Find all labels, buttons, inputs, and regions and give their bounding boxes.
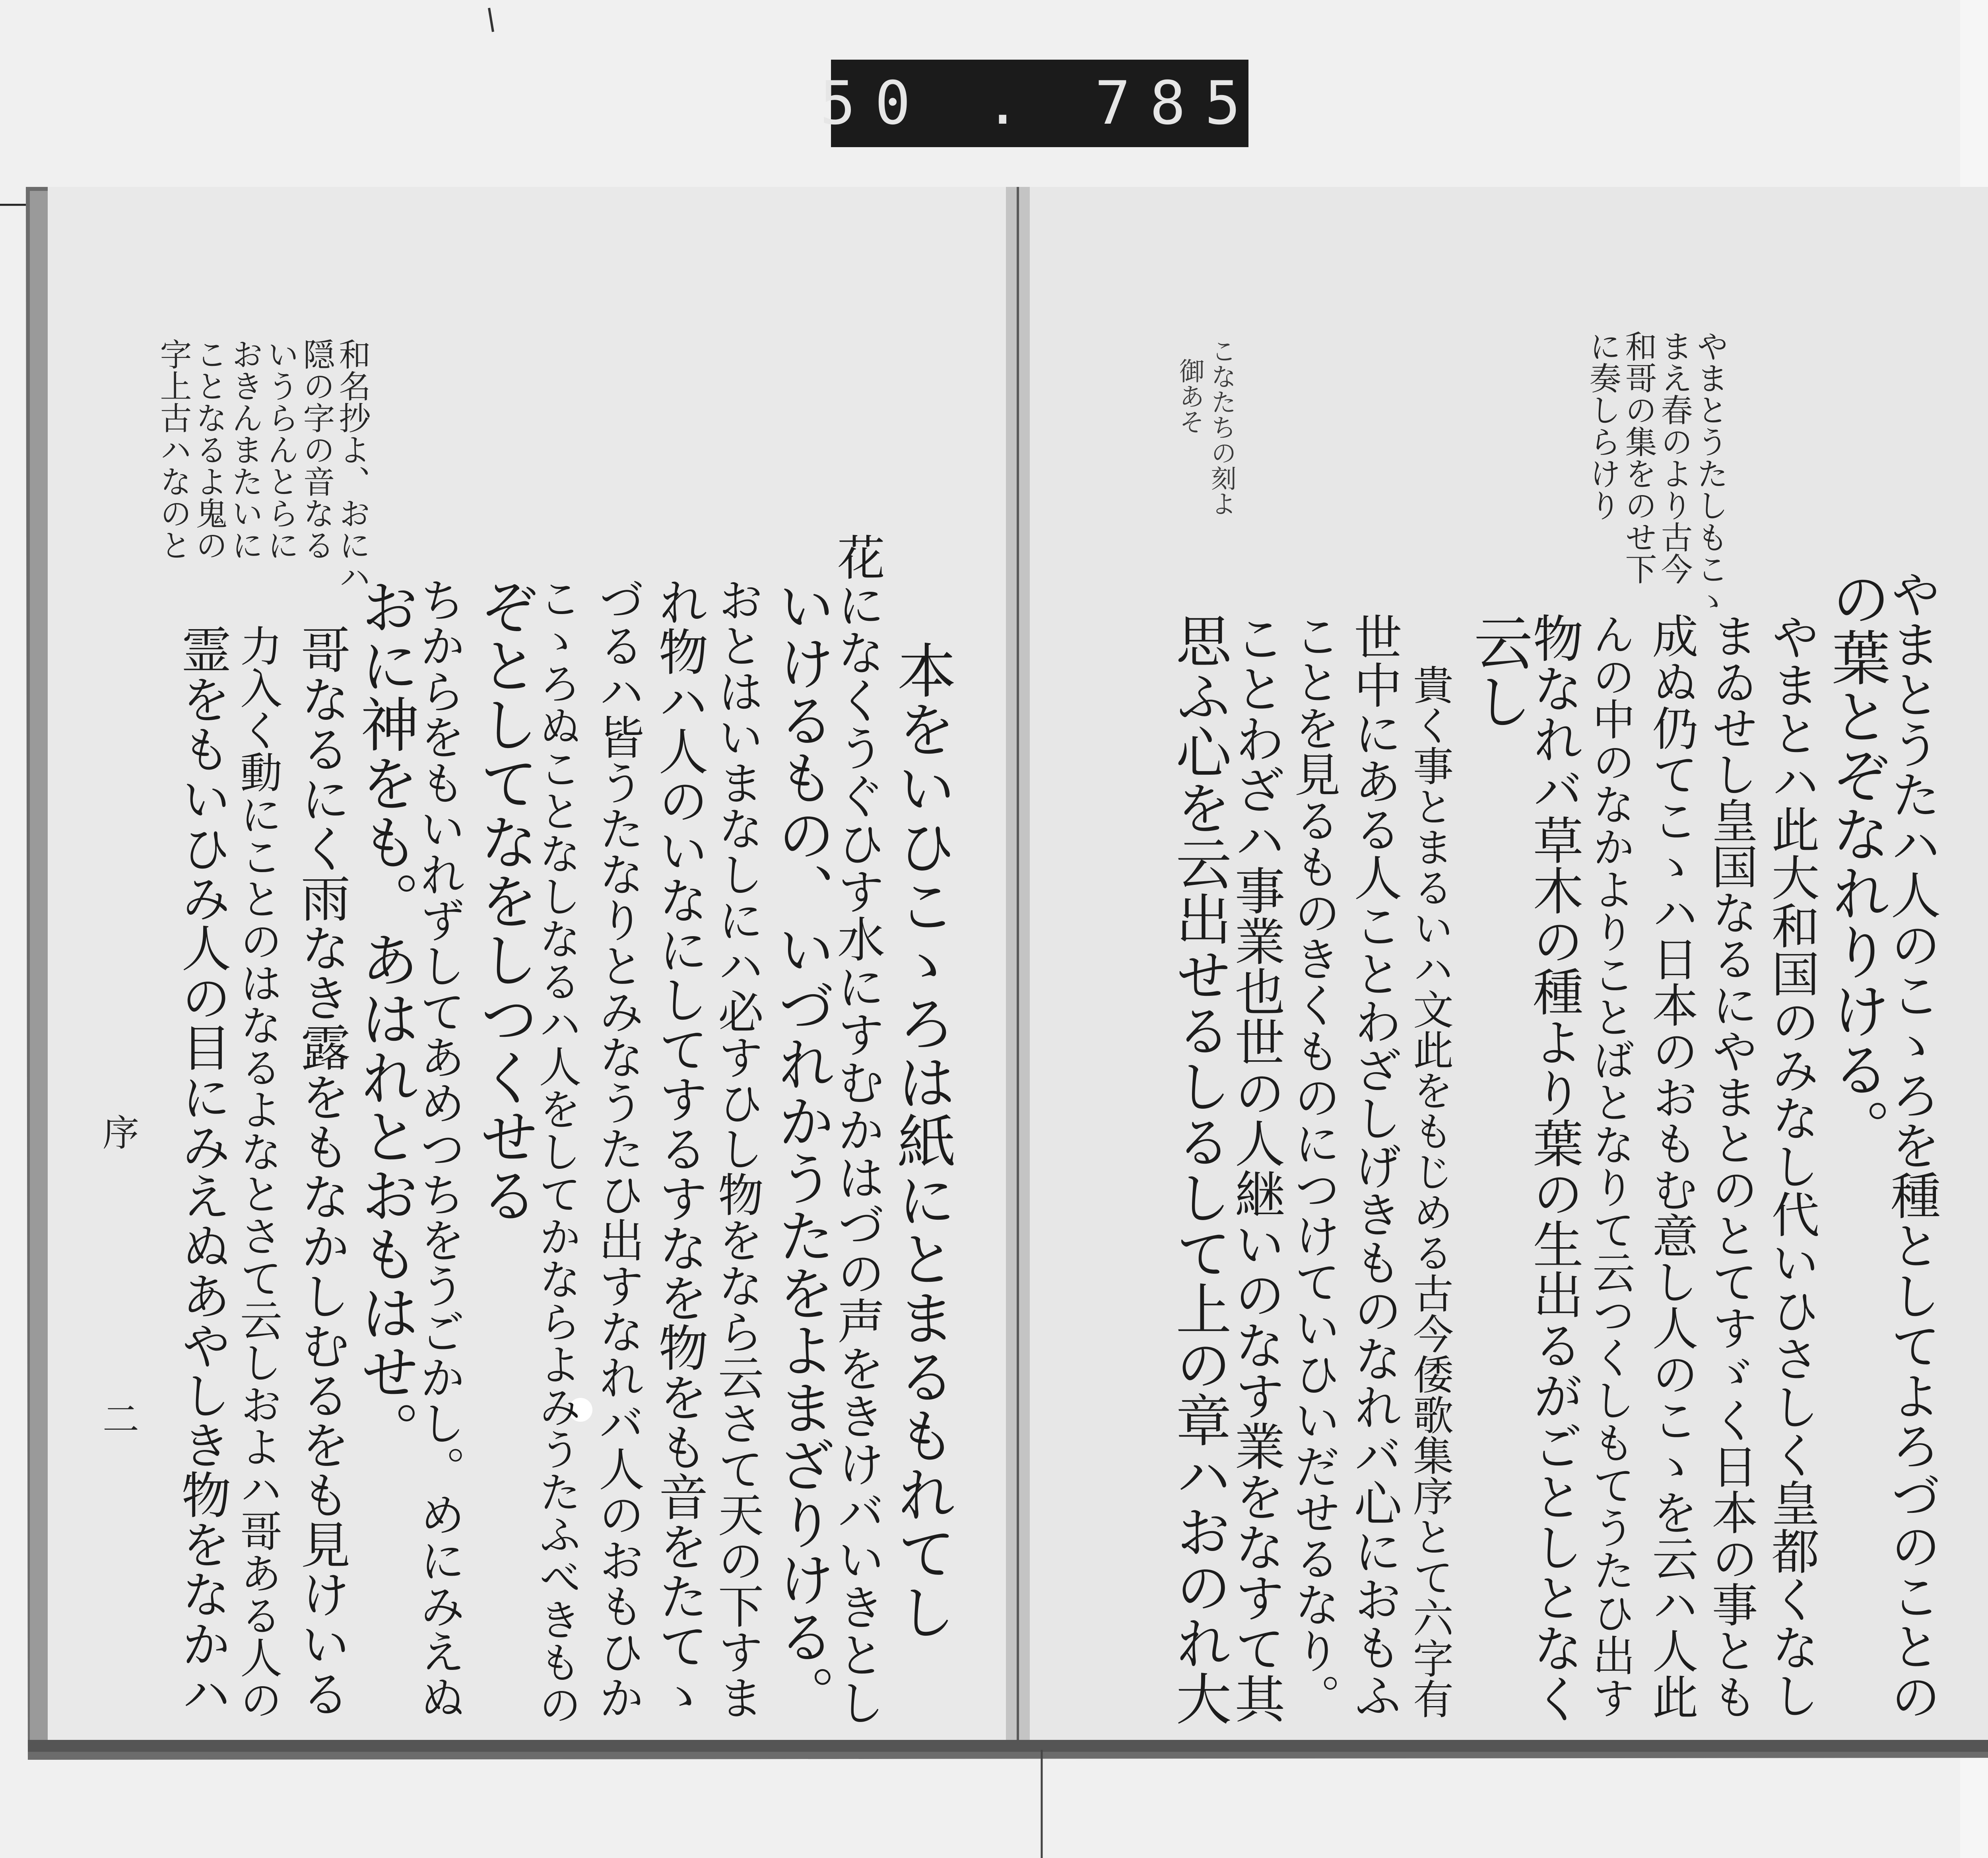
- left-main-line: こゝろぬことなしなるハ人をしてかならよみうたふべきもの: [532, 577, 581, 1726]
- right-head-note-line: 和哥の集をのせ下: [1620, 330, 1657, 585]
- right-main-line: ことを見るものきくものにつけていひいだせるなり。: [1287, 612, 1340, 1720]
- left-main-line: 力入く動にことのはなるよなとさて云しおよハ哥ある人の: [233, 624, 282, 1720]
- folio-number: 二: [97, 1400, 139, 1436]
- left-main-line: 本をいひこゝろは紙にとまるもれてし: [888, 640, 956, 1641]
- left-main-line: 霊をもいひみ人の目にみえぬあやしき物をなかハ: [173, 624, 231, 1718]
- left-page: [44, 187, 998, 1734]
- left-main-line: おとはいまなしにハ必すひし物をなら云さて天の下すま: [710, 577, 763, 1720]
- left-main-line: ぞとしてなをしつくせる: [470, 577, 539, 1224]
- left-main-line: 花になくうぐひす水にすむかはづの声をきけバいきとし: [829, 533, 885, 1726]
- left-main-line: れ物ハ人のいなにしてするすなを物をも音をたてゝ: [650, 577, 708, 1720]
- left-head-note-line: おきんまたいに: [226, 338, 263, 561]
- right-main-line: んの中のなかよりことばとなりて云つくしもてうたひ出す: [1585, 612, 1635, 1719]
- call-number-text: 50 . 785: [819, 69, 1260, 138]
- right-marginal-note-line: こなたちの刻よ: [1207, 338, 1236, 516]
- right-head-note-line: まえ春のより古今: [1656, 330, 1693, 585]
- right-page: [1042, 187, 1988, 1734]
- left-main-line: 哥なるにく雨なき露をもなかしむるをも見けいる: [292, 624, 350, 1718]
- left-head-note-line: 字上古ハなのと: [155, 338, 192, 561]
- right-main-line: やまとうたハ人のこゝろを種としてよろづのことの: [1883, 569, 1941, 1721]
- right-main-line: 世中にある人ことわざしげきものなれバ心におもふ: [1346, 612, 1402, 1719]
- left-main-line: づるハ皆うたなりとみなうたひ出すなれバ人のおもひか: [591, 577, 644, 1720]
- call-number-label: [819, 60, 1260, 147]
- right-main-line: 成ぬ仍てこゝハ日本のおもむ意し人のこゝを云ハ人此: [1644, 612, 1698, 1720]
- right-main-line: ことわざハ事業也世の人継いのなす業をなすて其: [1227, 612, 1285, 1724]
- left-head-note-line: ことなるよ鬼の: [190, 338, 227, 561]
- right-marginal-note-line: 御あそ: [1175, 358, 1204, 434]
- right-main-line: 思ふ心を云出せるしるして上の章ハおのれ大: [1167, 612, 1231, 1726]
- right-main-line: 物なれバ草木の種より葉の生出るがごとしとなく: [1525, 612, 1584, 1724]
- right-main-line: やまとハ此大和国のみなし代いひさしく皇都くなし: [1763, 612, 1819, 1719]
- right-head-note-line: やまとうたしもこゝ: [1691, 330, 1728, 616]
- right-main-line: まゐせし皇国なるにやまとのとてすゞく日本の事とも: [1704, 612, 1758, 1720]
- left-main-line: おに神をも。あはれとおもはせ。: [351, 577, 419, 1460]
- section-title: 序: [97, 1114, 139, 1150]
- right-main-line: 貴く事とまるいハ文此をもじめる古今倭歌集序とて六字有: [1406, 664, 1454, 1719]
- left-main-line: ちからをもいれずしてあめつちをうごかし。めにみえぬ: [412, 577, 465, 1720]
- right-main-line: 云し: [1464, 612, 1533, 730]
- left-head-note-line: 隠の字の音なる: [298, 338, 335, 561]
- left-main-line: いけるもの、いづれかうたをよまざりける。: [769, 577, 835, 1722]
- left-head-note-line: 和名抄よ、おにハ: [334, 338, 371, 593]
- left-head-note-line: いうらんとらに: [262, 338, 299, 561]
- right-head-note-line: に奏しらけり: [1584, 330, 1621, 521]
- right-main-line: の葉とぞなれりける。: [1822, 569, 1891, 1157]
